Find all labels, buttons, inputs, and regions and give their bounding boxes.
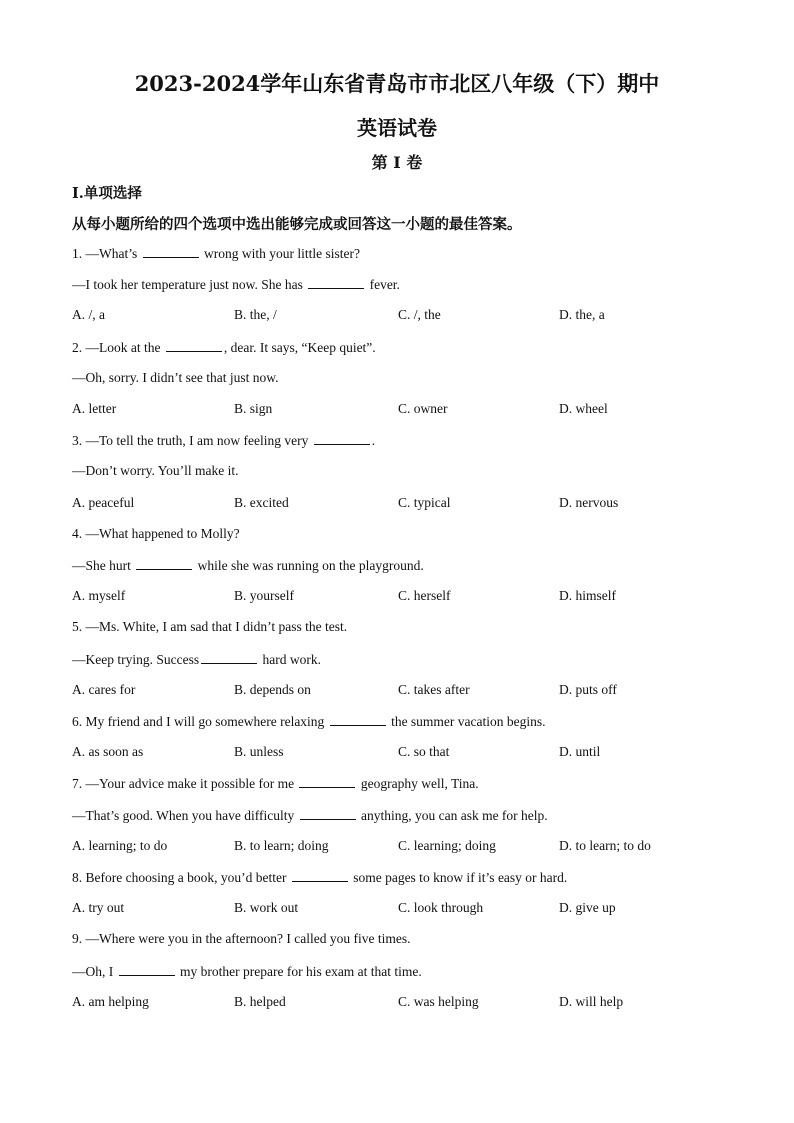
option-c: C. learning; doing (398, 838, 496, 853)
option-a: A. learning; to do (72, 838, 168, 853)
section-heading: Ⅰ.单项选择 (72, 185, 142, 202)
option-d: D. give up (559, 900, 616, 915)
option-c: C. look through (398, 900, 484, 915)
option-c: C. was helping (398, 994, 479, 1009)
question-8-line-1: 8. Before choosing a book, you’d better some pages to know if it’s easy or hard. (72, 870, 568, 885)
option-d: D. nervous (559, 495, 619, 510)
answer-blank (119, 963, 175, 976)
option-b: B. sign (234, 401, 273, 416)
option-a: A. letter (72, 401, 117, 416)
option-b: B. excited (234, 495, 289, 510)
question-5-line-1: 5. —Ms. White, I am sad that I didn’t pass the test. (72, 619, 348, 634)
question-9-line-1: 9. —Where were you in the afternoon? I called you five times. (72, 931, 411, 946)
option-c: C. /, the (398, 307, 441, 322)
answer-blank (330, 713, 386, 726)
answer-blank (300, 807, 356, 820)
option-a: A. cares for (72, 682, 136, 697)
answer-blank (143, 245, 199, 258)
option-a: A. myself (72, 588, 126, 603)
option-b: B. yourself (234, 588, 294, 603)
exam-subtitle: 英语试卷 (357, 116, 437, 140)
option-d: D. wheel (559, 401, 608, 416)
answer-blank (308, 276, 364, 289)
option-c: C. herself (398, 588, 451, 603)
option-a: A. try out (72, 900, 125, 915)
option-d: D. puts off (559, 682, 617, 697)
question-1-line-2: —I took her temperature just now. She has fever. (72, 277, 400, 292)
answer-blank (292, 869, 348, 882)
option-d: D. himself (559, 588, 616, 603)
question-2-line-1: 2. —Look at the , dear. It says, “Keep quiet”. (72, 340, 376, 355)
option-a: A. am helping (72, 994, 149, 1009)
answer-blank (136, 557, 192, 570)
question-6-line-1: 6. My friend and I will go somewhere relaxing the summer vacation begins. (72, 714, 546, 729)
question-3-line-1: 3. —To tell the truth, I am now feeling very . (72, 433, 376, 448)
option-c: C. so that (398, 744, 450, 759)
option-d: D. until (559, 744, 601, 759)
option-a: A. /, a (72, 307, 105, 322)
question-4-line-2: —She hurt while she was running on the playground. (72, 558, 424, 573)
answer-blank (299, 775, 355, 788)
answer-blank (314, 432, 370, 445)
option-a: A. peaceful (72, 495, 135, 510)
volume-label: 第 I 卷 (371, 153, 423, 172)
option-c: C. typical (398, 495, 451, 510)
answer-blank (201, 651, 257, 664)
question-9-line-2: —Oh, I my brother prepare for his exam at that time. (72, 964, 422, 979)
question-3-line-2: —Don’t worry. You’ll make it. (72, 463, 239, 478)
option-b: B. the, / (234, 307, 277, 322)
question-5-line-2: —Keep trying. Success hard work. (72, 652, 321, 667)
question-7-line-2: —That’s good. When you have difficulty anything, you can ask me for help. (72, 808, 548, 823)
option-c: C. takes after (398, 682, 470, 697)
question-1-line-1: 1. —What’s wrong with your little sister? (72, 246, 360, 261)
option-d: D. to learn; to do (559, 838, 651, 853)
option-b: B. to learn; doing (234, 838, 329, 853)
option-d: D. the, a (559, 307, 605, 322)
option-b: B. work out (234, 900, 299, 915)
option-a: A. as soon as (72, 744, 144, 759)
option-d: D. will help (559, 994, 624, 1009)
question-4-line-1: 4. —What happened to Molly? (72, 526, 240, 541)
exam-title: 2023-2024学年山东省青岛市市北区八年级（下）期中 (134, 71, 660, 96)
answer-blank (166, 339, 222, 352)
option-b: B. depends on (234, 682, 311, 697)
question-7-line-1: 7. —Your advice make it possible for me geography well, Tina. (72, 776, 479, 791)
option-c: C. owner (398, 401, 448, 416)
option-b: B. helped (234, 994, 286, 1009)
question-2-line-2: —Oh, sorry. I didn’t see that just now. (72, 370, 279, 385)
section-instruction: 从每小题所给的四个选项中选出能够完成或回答这一小题的最佳答案。 (72, 216, 522, 233)
option-b: B. unless (234, 744, 284, 759)
